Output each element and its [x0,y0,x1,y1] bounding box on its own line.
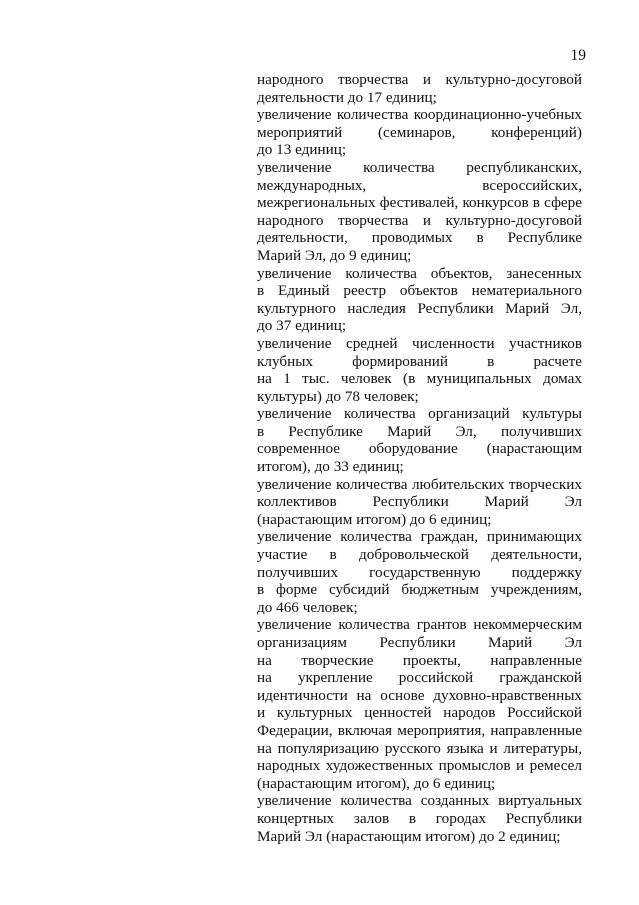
list-item-paragraph [257,792,582,845]
text-line: организациям Республики Марий Эл [257,634,582,651]
text-line: увеличение количества республиканских, [257,158,582,176]
text-line: увеличение количества объектов, занесенных [257,264,582,282]
text-line: деятельности до 17 единиц; [257,88,437,106]
text-line: получивших государственную поддержку [257,563,582,581]
list-item-paragraph [257,335,582,405]
text-line: в форме субсидий бюджетным учреждениям, [257,581,582,599]
list-item-paragraph [257,616,582,792]
text-line: современное оборудование (нарастающим [257,440,582,458]
text-line: увеличение количества любительских творческих [257,475,582,493]
text-line: увеличение количества организаций культуры [257,405,582,423]
list-item-paragraph [257,528,582,616]
text-line: на творческие проекты, направленные [257,651,582,669]
text-line: участие в добровольческой деятельности, [257,546,582,564]
text-line: до 37 единиц; [257,317,347,335]
text-line: народного творчества и культурно-досуговой [257,211,582,229]
text-line: в Республике Марий Эл, получивших [257,422,582,440]
text-line: увеличение средней численности участников [257,334,582,352]
text-line: итогом), до 33 единиц; [257,458,404,476]
text-line: в Единый реестр объектов нематериального [257,282,582,300]
text-line: концертных залов в городах Республики [257,809,582,827]
text-line: (нарастающим итогом), до 6 единиц; [257,774,496,792]
list-item-paragraph [257,405,582,475]
body-text-column [257,71,582,845]
text-line: культуры) до 78 человек; [257,387,419,405]
text-line: коллективов Республики Марий Эл [257,493,582,511]
text-line: Марий Эл (нарастающим итогом) до 2 единиц; [257,827,561,845]
list-item-paragraph [257,71,582,106]
list-item-paragraph [257,265,582,335]
text-line: народных художественных промыслов и ремесел [257,757,582,775]
text-line: народного творчества и культурно-досуговой [257,71,582,88]
text-line: деятельности, проводимых в Республике [257,229,582,247]
text-line: увеличение количества граждан, принимающих [257,528,582,546]
text-line: и культурных ценностей народов Российской [257,704,582,722]
text-line: увеличение количества координационно-учебных [257,106,582,124]
text-line: культурного наследия Республики Марий Эл, [257,299,582,317]
text-line: межрегиональных фестивалей, конкурсов в сфере [257,194,582,212]
text-line: увеличение количества грантов некоммерческим [257,616,582,634]
text-line: идентичности на основе духовно-нравственных [257,686,582,704]
page-number: 19 [570,47,586,64]
text-line: на 1 тыс. человек (в муниципальных домах [257,370,582,388]
text-line: международных, всероссийских, [257,176,582,194]
text-line: (нарастающим итогом) до 6 единиц; [257,510,492,528]
text-line: клубных формирований в расчете [257,352,582,370]
list-item-paragraph [257,106,582,159]
text-line: мероприятий (семинаров, конференций) [257,123,582,141]
text-line: на укрепление российской гражданской [257,669,582,687]
list-item-paragraph [257,476,582,529]
text-line: Марий Эл, до 9 единиц; [257,246,412,264]
text-line: до 13 единиц; [257,141,347,159]
text-line: Федерации, включая мероприятия, направленные [257,721,582,739]
text-line: на популяризацию русского языка и литературы, [257,739,582,757]
list-item-paragraph [257,159,582,265]
text-line: увеличение количества созданных виртуальных [257,792,582,810]
text-line: до 466 человек; [257,598,358,616]
